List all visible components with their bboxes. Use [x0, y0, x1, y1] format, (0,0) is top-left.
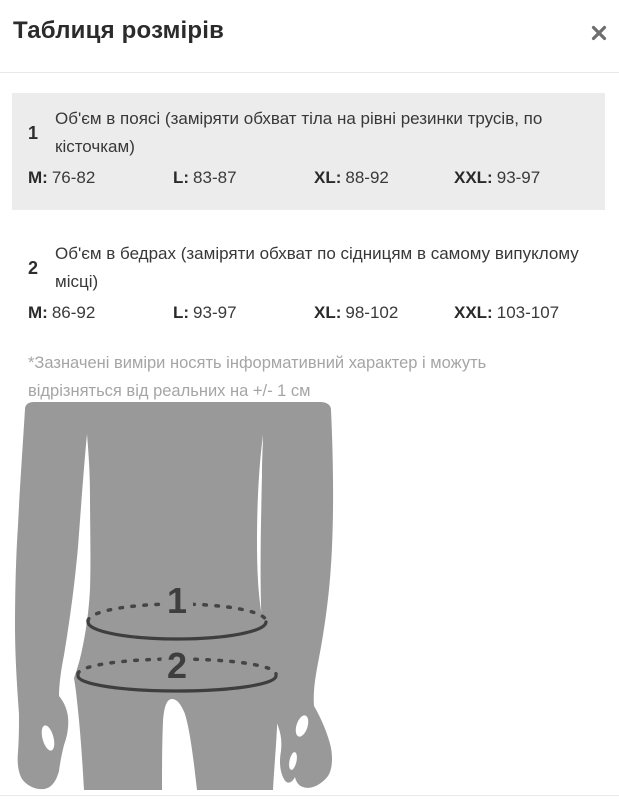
size-value: 88-92	[345, 168, 389, 187]
size-cell-m	[28, 301, 173, 325]
body-measurement-illustration	[0, 397, 360, 791]
measurement-number: 1	[28, 122, 39, 143]
measurement-desc-row	[28, 240, 589, 296]
size-value: 93-97	[193, 303, 237, 322]
sizes-row	[28, 166, 589, 190]
modal-bottom-divider	[0, 795, 619, 796]
size-cell-xxl	[454, 301, 589, 325]
size-label: M:	[28, 168, 48, 187]
close-button[interactable]	[589, 23, 609, 43]
size-cell-l	[173, 166, 314, 190]
size-value: 93-97	[496, 168, 541, 187]
measurement-section-waist	[12, 93, 605, 210]
size-label: XXL:	[454, 303, 493, 322]
size-value: 103-107	[496, 303, 560, 322]
disclaimer-note: *Зазначені виміри носять інформативний характер і можуть відрізняться від реальних на +/- 1 см	[28, 354, 487, 400]
size-cell-xxl	[454, 166, 589, 190]
size-value: 83-87	[193, 168, 237, 187]
size-cell-xl	[314, 301, 454, 325]
size-label: XL:	[314, 168, 342, 187]
size-label: L:	[173, 168, 190, 187]
measurement-number: 2	[28, 257, 39, 278]
measurement-description: Об'єм в бедрах (заміряти обхват по сідницям в самому випуклому місці)	[55, 244, 579, 291]
waist-marker-number: 1	[166, 580, 188, 621]
size-cell-xl	[314, 166, 454, 190]
size-cell-m	[28, 166, 173, 190]
size-label: XXL:	[454, 168, 493, 187]
measurement-description: Об'єм в поясі (заміряти обхват тіла на рівні резинки трусів, по кісточкам)	[55, 109, 543, 156]
size-label: M:	[28, 303, 48, 322]
size-label: XL:	[314, 303, 342, 322]
size-value: 76-82	[51, 168, 96, 187]
hips-marker-number: 2	[166, 645, 188, 686]
sizes-row	[28, 301, 589, 325]
close-icon	[591, 25, 607, 41]
size-label: L:	[173, 303, 190, 322]
measurement-desc-row	[28, 105, 589, 161]
size-cell-l	[173, 301, 314, 325]
size-value: 86-92	[51, 303, 96, 322]
size-value: 98-102	[345, 303, 399, 322]
modal-header	[0, 0, 619, 73]
measurement-section-hips	[12, 228, 605, 345]
page-title: Таблиця розмірів	[13, 17, 225, 44]
